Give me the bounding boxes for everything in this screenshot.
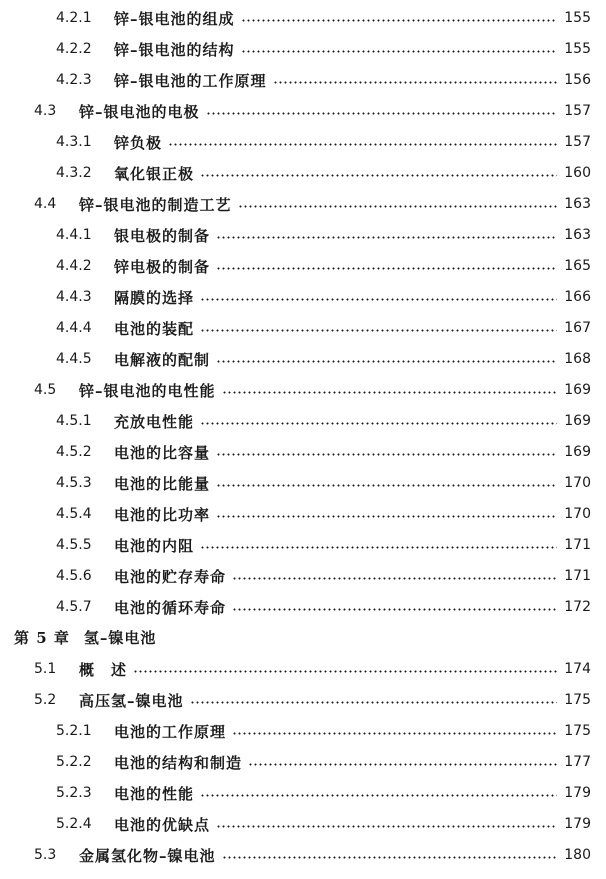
toc-entry[interactable] [56,314,591,342]
toc-entry[interactable] [56,35,591,63]
page-number: 157 [564,103,591,119]
toc-entry[interactable] [34,190,591,218]
leader-dots [216,236,557,239]
section-number: 4.5.1 [56,413,92,429]
section-title: 银电极的制备 [114,226,211,245]
section-number: 4.3 [34,103,57,119]
section-title: 电池的工作原理 [114,722,227,741]
toc-entry[interactable] [56,562,591,590]
toc-entry[interactable] [56,500,591,528]
section-title: 锌–银电池的工作原理 [114,71,267,90]
toc-entry[interactable] [56,66,591,94]
section-number: 4.4.4 [56,320,92,336]
page-number: 168 [564,351,591,367]
section-title: 充放电性能 [114,412,195,431]
section-number: 4.5 [34,382,57,398]
page-number: 167 [564,320,591,336]
toc-entry[interactable] [34,97,591,125]
section-title: 电池的性能 [114,784,195,803]
leader-dots [222,391,557,394]
chapter-heading[interactable] [14,623,156,651]
leader-dots [222,856,557,859]
page-number: 171 [564,537,591,553]
toc-entry[interactable] [56,593,591,621]
leader-dots [238,205,557,208]
leader-dots [241,19,557,22]
toc-entry[interactable] [56,748,591,776]
leader-dots [190,701,557,704]
toc-entry[interactable] [56,283,591,311]
section-title: 电池的优缺点 [114,815,211,834]
page-number: 172 [564,599,591,615]
section-number: 4.5.7 [56,599,92,615]
leader-dots [206,112,557,115]
toc-entry[interactable] [56,128,591,156]
section-number: 5.1 [34,661,57,677]
chapter-title: 氢–镍电池 [83,628,157,647]
page-number: 155 [564,10,591,26]
toc-entry[interactable] [56,4,591,32]
toc-entry[interactable] [56,159,591,187]
leader-dots [133,670,557,673]
section-number: 4.3.1 [56,134,92,150]
page-number: 169 [564,382,591,398]
page-number: 155 [564,41,591,57]
section-title: 锌–银电池的结构 [114,40,235,59]
page-number: 180 [564,847,591,863]
page-number: 175 [564,692,591,708]
section-number: 4.3.2 [56,165,92,181]
leader-dots [216,484,557,487]
toc-entry[interactable] [56,717,591,745]
leader-dots [232,577,557,580]
toc-entry[interactable] [34,655,591,683]
section-number: 4.4.3 [56,289,92,305]
section-title: 电池的循环寿命 [114,598,227,617]
leader-dots [200,329,557,332]
section-title: 高压氢–镍电池 [79,691,184,710]
leader-dots [248,763,557,766]
section-number: 4.2.2 [56,41,92,57]
leader-dots [216,360,557,363]
section-number: 5.2.4 [56,816,92,832]
section-number: 4.4 [34,196,57,212]
leader-dots [232,608,557,611]
section-title: 氧化银正极 [114,164,195,183]
leader-dots [216,267,557,270]
leader-dots [200,174,557,177]
leader-dots [200,298,557,301]
toc-entry[interactable] [56,252,591,280]
section-title: 隔膜的选择 [114,288,195,307]
leader-dots [168,143,557,146]
section-title: 锌–银电池的电性能 [79,381,216,400]
page-number: 174 [564,661,591,677]
page-number: 163 [564,196,591,212]
section-title: 锌–银电池的制造工艺 [79,195,232,214]
section-title: 电池的比容量 [114,443,211,462]
toc-entry[interactable] [56,779,591,807]
toc-entry[interactable] [56,345,591,373]
leader-dots [216,515,557,518]
section-number: 4.5.6 [56,568,92,584]
toc-entry[interactable] [56,438,591,466]
section-number: 4.5.4 [56,506,92,522]
page-number: 179 [564,816,591,832]
toc-entry[interactable] [34,686,591,714]
section-number: 4.4.5 [56,351,92,367]
section-number: 4.2.3 [56,72,92,88]
toc-entry[interactable] [34,841,591,869]
section-title: 电池的装配 [114,319,195,338]
page-number: 169 [564,444,591,460]
page-number: 157 [564,134,591,150]
leader-dots [241,50,557,53]
page-number: 171 [564,568,591,584]
page-number: 175 [564,723,591,739]
page-number: 169 [564,413,591,429]
section-number: 5.3 [34,847,57,863]
section-number: 5.2.1 [56,723,92,739]
leader-dots [273,81,557,84]
toc-entry[interactable] [56,407,591,435]
section-number: 4.5.5 [56,537,92,553]
page-number: 160 [564,165,591,181]
section-title: 电池的比能量 [114,474,211,493]
page-number: 170 [564,475,591,491]
section-number: 5.2 [34,692,57,708]
section-number: 4.4.2 [56,258,92,274]
leader-dots [216,453,557,456]
leader-dots [216,825,557,828]
section-number: 4.5.3 [56,475,92,491]
toc-entry[interactable] [56,469,591,497]
leader-dots [200,794,557,797]
leader-dots [200,546,557,549]
section-title: 锌–银电池的组成 [114,9,235,28]
page-number: 163 [564,227,591,243]
page-number: 166 [564,289,591,305]
section-title: 电池的贮存寿命 [114,567,227,586]
section-title: 锌电极的制备 [114,257,211,276]
leader-dots [232,732,557,735]
toc-entry[interactable] [56,221,591,249]
section-title: 电池的结构和制造 [114,753,243,772]
section-number: 4.5.2 [56,444,92,460]
page-number: 170 [564,506,591,522]
toc-entry[interactable] [56,531,591,559]
section-number: 4.2.1 [56,10,92,26]
section-number: 5.2.2 [56,754,92,770]
chapter-number: 第 5 章 [14,628,70,647]
toc-entry[interactable] [34,376,591,404]
section-title: 锌负极 [114,133,163,152]
page-number: 165 [564,258,591,274]
page-number: 179 [564,785,591,801]
leader-dots [200,422,557,425]
section-title: 概 述 [79,660,128,679]
page-number: 177 [564,754,591,770]
section-title: 电解液的配制 [114,350,211,369]
section-title: 电池的比功率 [114,505,211,524]
toc-entry[interactable] [56,810,591,838]
page-number: 156 [564,72,591,88]
section-title: 金属氢化物–镍电池 [79,846,216,865]
section-title: 锌–银电池的电极 [79,102,200,121]
section-title: 电池的内阻 [114,536,195,555]
section-number: 4.4.1 [56,227,92,243]
section-number: 5.2.3 [56,785,92,801]
